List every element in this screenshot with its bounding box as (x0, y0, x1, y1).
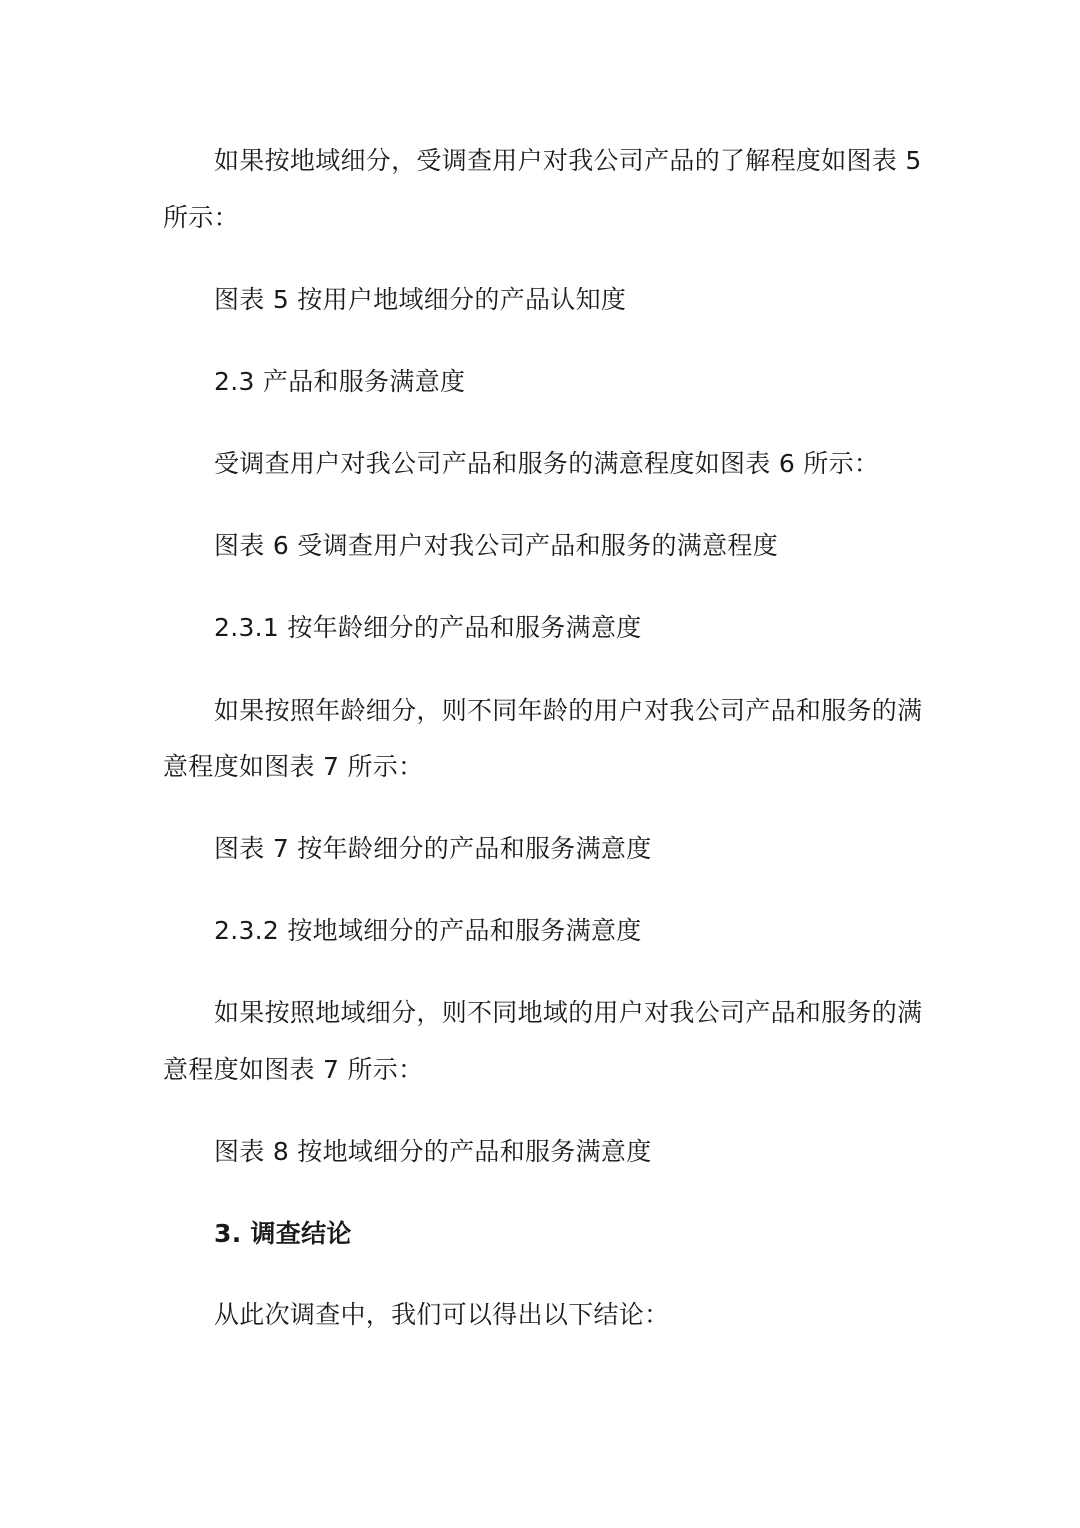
section-heading-3: 3. 调查结论 (214, 1219, 352, 1248)
section-heading-2-3-2: 2.3.2 按地域细分的产品和服务满意度 (214, 916, 642, 945)
paragraph-region-awareness-line2: 所示： (163, 203, 239, 232)
paragraph-age-satisfaction-line2: 意程度如图表 7 所示： (163, 752, 424, 781)
paragraph-conclusion-intro: 从此次调查中，我们可以得出以下结论： (214, 1300, 670, 1329)
figure-caption-7: 图表 7 按年龄细分的产品和服务满意度 (214, 834, 652, 863)
figure-caption-8: 图表 8 按地域细分的产品和服务满意度 (214, 1137, 652, 1166)
paragraph-age-satisfaction-line1: 如果按照年龄细分，则不同年龄的用户对我公司产品和服务的满 (214, 696, 923, 725)
paragraph-region-awareness-line1: 如果按地域细分，受调查用户对我公司产品的了解程度如图表 5 (214, 146, 922, 175)
section-heading-2-3-1: 2.3.1 按年龄细分的产品和服务满意度 (214, 613, 642, 642)
paragraph-satisfaction-intro: 受调查用户对我公司产品和服务的满意程度如图表 6 所示： (214, 449, 880, 478)
section-heading-2-3: 2.3 产品和服务满意度 (214, 367, 466, 396)
figure-caption-6: 图表 6 受调查用户对我公司产品和服务的满意程度 (214, 531, 779, 560)
paragraph-region-satisfaction-line2: 意程度如图表 7 所示： (163, 1055, 424, 1084)
paragraph-region-satisfaction-line1: 如果按照地域细分，则不同地域的用户对我公司产品和服务的满 (214, 998, 923, 1027)
figure-caption-5: 图表 5 按用户地域细分的产品认知度 (214, 285, 627, 314)
